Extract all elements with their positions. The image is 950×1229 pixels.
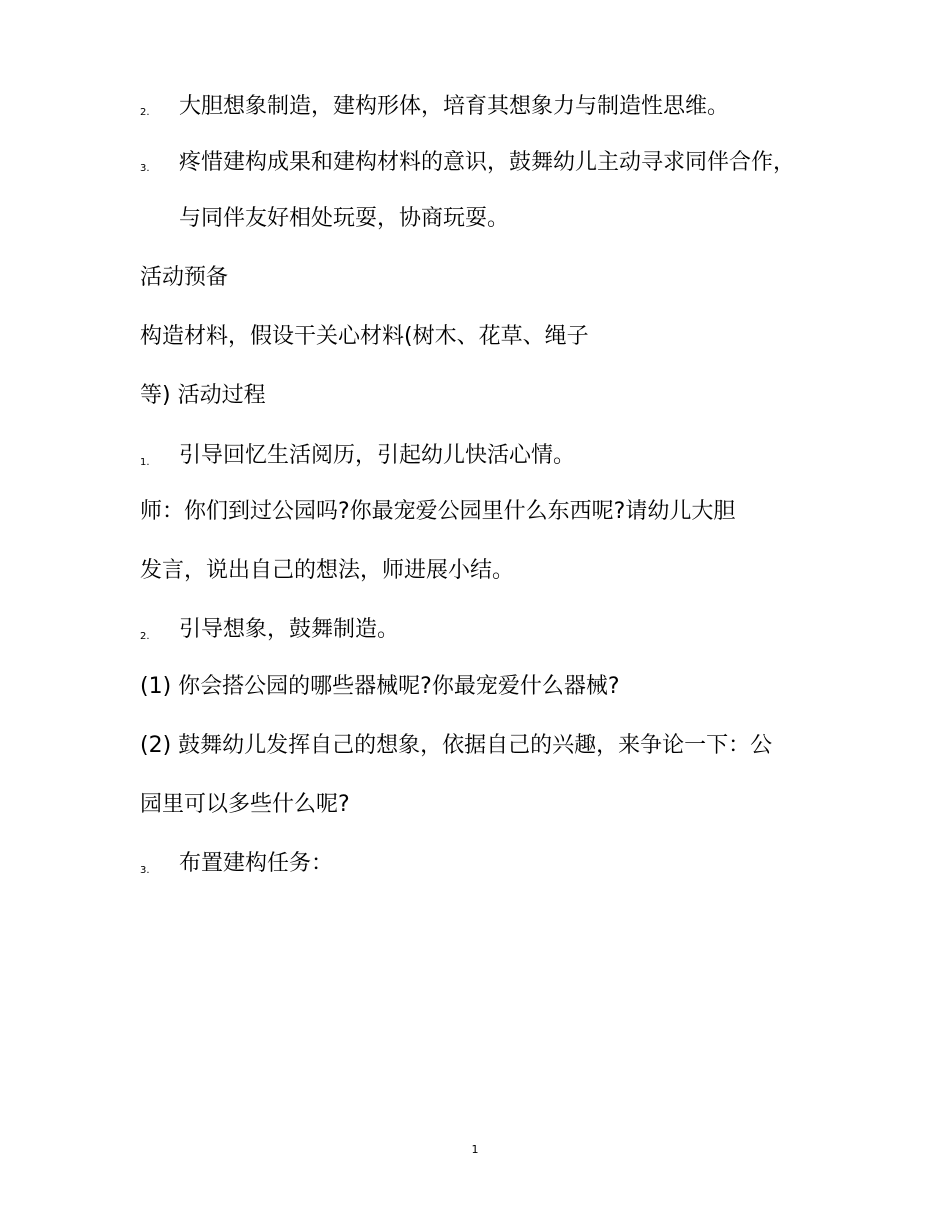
list-item-text: 大胆想象制造，建构形体，培育其想象力与制造性思维。	[179, 94, 730, 119]
list-marker: 2.	[140, 631, 150, 642]
materials-line: 构造材料，假设干关心材料(树木、花草、绳子	[140, 324, 589, 349]
question-line: 园里可以多些什么呢?	[140, 792, 350, 817]
step-text: 引导想象，鼓舞制造。	[179, 617, 400, 642]
page-number: 1	[471, 1143, 479, 1156]
question-line: (2) 鼓舞幼儿发挥自己的想象，依据自己的兴趣，来争论一下：公	[140, 733, 773, 758]
step-text: 引导回忆生活阅历，引起幼儿快活心情。	[179, 443, 576, 468]
list-marker: 1.	[140, 457, 150, 468]
list-item-text: 疼惜建构成果和建构材料的意识，鼓舞幼儿主动寻求同伴合作，	[179, 150, 796, 175]
list-marker: 3.	[140, 163, 150, 174]
step-text: 布置建构任务：	[179, 851, 334, 876]
section-heading-prep: 活动预备	[140, 265, 229, 290]
list-item-continuation: 与同伴友好相处玩耍，协商玩耍。	[179, 206, 510, 231]
teacher-paragraph-line: 发言，说出自己的想法，师进展小结。	[140, 558, 515, 583]
materials-line: 等) 活动过程	[140, 383, 266, 408]
teacher-paragraph-line: 师：你们到过公园吗?你最宠爱公园里什么东西呢?请幼儿大胆	[140, 499, 736, 524]
list-marker: 3.	[140, 865, 150, 876]
list-marker: 2.	[140, 107, 150, 118]
question-line: (1) 你会搭公园的哪些器械呢?你最宠爱什么器械?	[140, 674, 620, 699]
